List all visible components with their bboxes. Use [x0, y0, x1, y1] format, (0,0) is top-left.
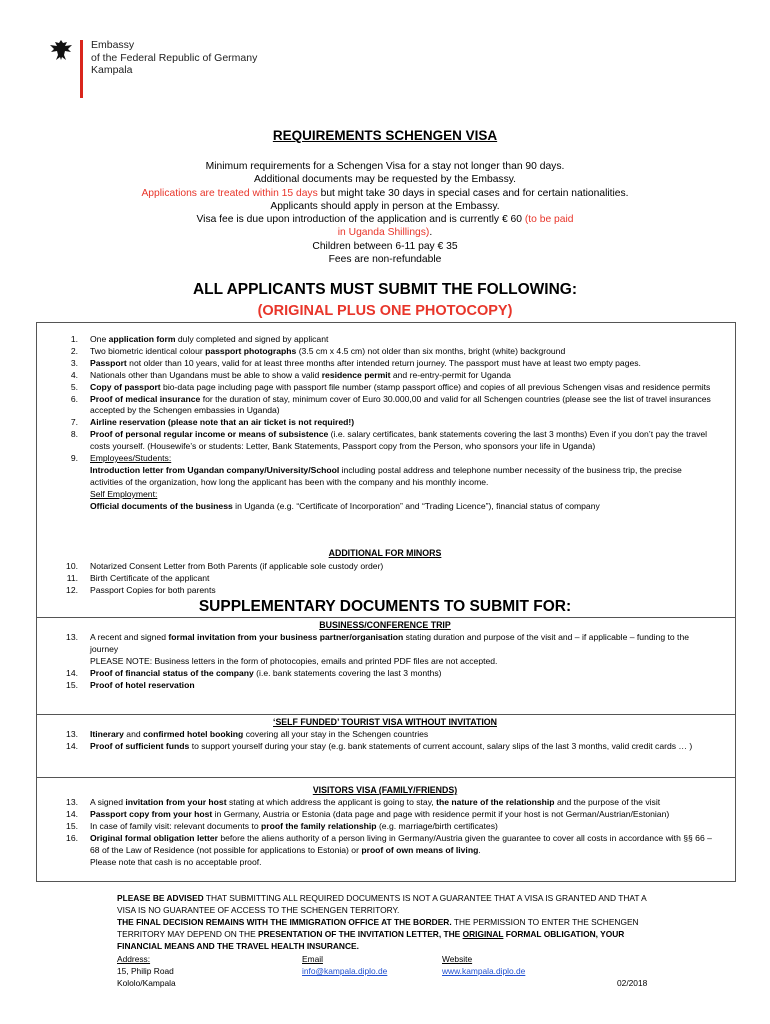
item-text: A signed — [90, 797, 126, 807]
item-number: 4. — [70, 369, 78, 380]
item-number: 9. — [70, 453, 78, 464]
item-text: covering all your stay in the Schengen countries — [243, 729, 429, 739]
item-text: to support yourself during your stay (e.g. bank statements of current account, salary slips of the last 3 months, valid credit cards … ) — [189, 740, 693, 751]
list-item — [46, 797, 716, 809]
embassy-line-1: Embassy — [91, 39, 135, 51]
list-item — [46, 370, 716, 382]
item-number: 13. — [66, 729, 78, 739]
list-item — [46, 429, 716, 453]
item-keyword: Introduction letter from Ugandan company/University/School — [90, 464, 340, 475]
item-keyword: passport photographs — [205, 345, 297, 356]
item-number: 7. — [70, 417, 78, 428]
website-block — [442, 953, 525, 977]
item-text: stating at which address the applicant is going to stay, — [226, 797, 437, 807]
item-number: 8. — [70, 429, 78, 440]
list-item — [46, 833, 716, 869]
section-divider — [36, 714, 736, 715]
item-text: for the duration of stay, minimum cover of Euro 30.000,00 and valid for all Schengen countries (please see the list of travel insurances accepted by the Schengen embassies in Uganda) — [90, 393, 711, 416]
disclaimer-text: THE PERMISSION TO ENTER THE SCHENGEN TERRITORY MAY DEPEND ON THE — [117, 916, 639, 939]
address-block — [117, 953, 176, 989]
address-label: Address: — [117, 954, 151, 964]
disclaimer-bold: PRESENTATION OF THE INVITATION LETTER, THE — [258, 928, 463, 939]
tourist-heading: ‘SELF FUNDED’ TOURIST VISA WITHOUT INVITATION — [273, 717, 497, 727]
embassy-line-2: of the Federal Republic of Germany — [91, 51, 258, 64]
item-text: duly completed and signed by applicant — [175, 334, 329, 344]
item-text: In case of family visit: relevant documents to — [90, 820, 261, 831]
email-block — [302, 953, 387, 977]
item-number: 16. — [66, 832, 78, 843]
list-item — [46, 729, 716, 741]
disclaimer-bold: FORMAL OBLIGATION, YOUR FINANCIAL MEANS AND THE TRAVEL HEALTH INSURANCE. — [117, 928, 625, 951]
item-number: 14. — [66, 808, 78, 819]
list-item — [46, 809, 716, 821]
item-keyword: Proof of hotel reservation — [90, 679, 195, 690]
item-text: (i.e. salary certificates, bank statements covering the last 3 months) Even if you don’t pay the travel costs yourself. (Housewife’s or students: Letter, Bank Statements, Passport copy from the Person, who sponsors your life in Uganda) — [90, 429, 708, 452]
item-keyword: Passport — [90, 357, 127, 368]
original-plus-copy: (ORIGINAL PLUS ONE PHOTOCOPY) — [257, 303, 513, 319]
visitors-heading: VISITORS VISA (FAMILY/FRIENDS) — [312, 785, 458, 795]
list-item — [46, 394, 716, 418]
item-keyword: proof the family relationship — [261, 820, 377, 831]
item-number: 6. — [70, 393, 78, 404]
item-keyword: Proof of financial status of the company — [90, 667, 254, 678]
item-text: before the aliens authority of a person living in Germany/Austria given the guarantee to cover all costs in accordance with §§ 66 – 68 of the Law of Residence (not possible for applications to Estonia) or — [90, 832, 712, 855]
item-text: and — [123, 729, 144, 739]
disclaimer-bold: THE FINAL DECISION REMAINS WITH THE IMMIGRATION OFFICE AT THE BORDER. — [117, 916, 452, 927]
item-text: in Uganda (e.g. “Certificate of Incorporation” and “Trading Licence”), financial status of company — [232, 500, 600, 511]
list-item — [46, 358, 716, 370]
self-employment-heading: Self Employment: — [90, 488, 158, 499]
list-item — [46, 417, 716, 429]
all-applicants-title: ALL APPLICANTS MUST SUBMIT THE FOLLOWING: — [192, 281, 578, 298]
email-link[interactable]: info@kampala.diplo.de — [302, 966, 388, 976]
item-text: (e.g. marriage/birth certificates) — [376, 820, 498, 831]
disclaimer-bold: PLEASE BE ADVISED — [117, 893, 204, 903]
item-number: 13. — [66, 632, 78, 642]
item-keyword: application form — [108, 334, 176, 344]
list-item — [46, 561, 716, 573]
intro-text — [100, 160, 670, 266]
item-text: stating duration and purpose of the visit and – if applicable – funding to the journey — [90, 632, 689, 654]
item-keyword: Itinerary — [90, 729, 124, 739]
business-list — [46, 632, 716, 692]
item-number: 5. — [70, 381, 78, 392]
item-number: 12. — [66, 584, 78, 595]
item-text: Passport Copies for both parents — [90, 584, 216, 595]
item-keyword: Copy of passport — [90, 381, 161, 392]
list-item — [46, 453, 716, 513]
original-word: ORIGINAL — [462, 928, 504, 939]
intro-line — [100, 213, 670, 226]
list-item — [46, 680, 716, 692]
item-text: (i.e. bank statements covering the last 3 months) — [253, 667, 442, 678]
address-line: Kololo/Kampala — [117, 978, 176, 988]
supplementary-title: SUPPLEMENTARY DOCUMENTS TO SUBMIT FOR: — [198, 598, 572, 615]
item-number: 11. — [66, 572, 78, 583]
intro-line — [100, 187, 670, 200]
item-number: 1. — [70, 334, 78, 344]
email-label: Email — [302, 954, 323, 964]
intro-fragment: Visa fee is due upon introduction of the application and is currently € 60 — [196, 214, 525, 226]
tourist-list — [46, 729, 716, 753]
processing-time: Applications are treated within 15 days — [141, 187, 318, 199]
requirements-title: REQUIREMENTS SCHENGEN VISA — [272, 128, 498, 143]
minors-list — [46, 561, 716, 597]
item-number: 14. — [66, 667, 78, 678]
item-keyword: the nature of the relationship — [436, 797, 555, 807]
item-number: 15. — [66, 679, 78, 690]
disclaimer — [117, 893, 657, 953]
website-label: Website — [442, 954, 473, 964]
intro-line — [100, 226, 670, 239]
intro-fragment: . — [429, 227, 433, 239]
employees-heading: Employees/Students: — [90, 453, 172, 464]
item-keyword: Airline reservation (please note that an air ticket is not required!) — [90, 417, 355, 428]
item-keyword: formal invitation from your business partner/organisation — [168, 632, 404, 642]
section-divider — [36, 777, 736, 778]
business-heading: BUSINESS/CONFERENCE TRIP — [319, 620, 451, 630]
intro-fragment: (to be paid — [524, 214, 574, 226]
federal-eagle-icon — [48, 38, 74, 62]
item-keyword: Proof of sufficient funds — [90, 740, 190, 751]
item-keyword: invitation from your host — [125, 797, 227, 807]
item-number: 14. — [66, 740, 78, 751]
intro-line: Children between 6-11 pay € 35 — [312, 240, 458, 252]
item-keyword: residence permit — [321, 369, 391, 380]
item-text: (3.5 cm x 4.5 cm) not older than six months, bright (white) background — [296, 345, 566, 356]
list-item — [46, 821, 716, 833]
document-date: 02/2018 — [617, 978, 648, 988]
website-link[interactable]: www.kampala.diplo.de — [442, 966, 526, 976]
item-text: bio-data page including page with passport file number (stamp passport office) and copies of all previous Schengen visas and residence permits — [160, 381, 711, 392]
item-number: 15. — [66, 820, 78, 831]
intro-line: Additional documents may be requested by the Embassy. — [254, 174, 516, 186]
item-keyword: Proof of personal regular income or means of subsistence — [90, 429, 329, 440]
disclaimer-text: THAT SUBMITTING ALL REQUIRED DOCUMENTS IS NOT A GUARANTEE THAT A VISA IS GRANTED AND THAT A VISA IS NO GUARANTEE OF ACCESS TO THE SCHENGEN TERRITORY. — [117, 893, 647, 915]
list-item — [46, 632, 716, 668]
item-keyword: proof of own means of living — [361, 844, 479, 855]
item-number: 10. — [66, 561, 78, 571]
header-accent-bar — [80, 40, 83, 98]
visitors-list — [46, 797, 716, 868]
list-item — [46, 585, 716, 597]
item-text: Nationals other than Ugandans must be able to show a valid — [90, 369, 322, 380]
intro-line: Minimum requirements for a Schengen Visa for a stay not longer than 90 days. — [205, 161, 565, 172]
item-text: and the purpose of the visit — [554, 797, 661, 807]
intro-line: Fees are non-refundable — [328, 254, 442, 266]
item-text: and re-entry-permit for Uganda — [390, 369, 511, 380]
item-text: One — [90, 334, 109, 344]
intro-fragment: but might take 30 days in special cases and for certain nationalities. — [317, 187, 629, 199]
item-text: . — [478, 844, 481, 855]
minors-heading: ADDITIONAL FOR MINORS — [328, 548, 442, 558]
item-text: Birth Certificate of the applicant — [90, 572, 210, 583]
main-requirements-list — [46, 334, 716, 513]
list-item — [46, 741, 716, 753]
item-note: PLEASE NOTE: Business letters in the form of photocopies, emails and printed PDF files are not accepted. — [90, 655, 498, 666]
item-number: 3. — [70, 357, 78, 368]
item-text: including postal address and telephone number necessity of the business trip, the precise activities of the organization, how long the applicant has been with the company and his monthly income. — [90, 464, 682, 487]
item-keyword: confirmed hotel booking — [143, 729, 244, 739]
embassy-name — [91, 39, 257, 77]
intro-fragment: in Uganda Shillings) — [337, 227, 430, 239]
list-item — [46, 334, 716, 346]
list-item — [46, 382, 716, 394]
item-keyword: Official documents of the business — [90, 500, 233, 511]
address-line: 15, Philip Road — [117, 966, 174, 976]
item-note: Please note that cash is no acceptable proof. — [90, 856, 262, 867]
item-text: not older than 10 years, valid for at least three months after intended return journey. The passport must have at least two empty pages. — [126, 357, 641, 368]
item-number: 13. — [66, 797, 78, 807]
item-text: Notarized Consent Letter from Both Parents (if applicable sole custody order) — [90, 561, 384, 571]
item-text: A recent and signed — [90, 632, 169, 642]
item-keyword: Original formal obligation letter — [90, 832, 218, 843]
list-item — [46, 668, 716, 680]
list-item — [46, 573, 716, 585]
intro-line: Applicants should apply in person at the Embassy. — [270, 200, 500, 212]
item-number: 2. — [70, 345, 78, 356]
item-text: Two biometric identical colour — [90, 345, 206, 356]
list-item — [46, 346, 716, 358]
item-text: in Germany, Austria or Estonia (data page and page with residence permit if your host is not German/Austrian/Estonian) — [212, 808, 670, 819]
embassy-line-3: Kampala — [91, 64, 133, 76]
item-keyword: Proof of medical insurance — [90, 393, 201, 404]
item-keyword: Passport copy from your host — [90, 808, 213, 819]
